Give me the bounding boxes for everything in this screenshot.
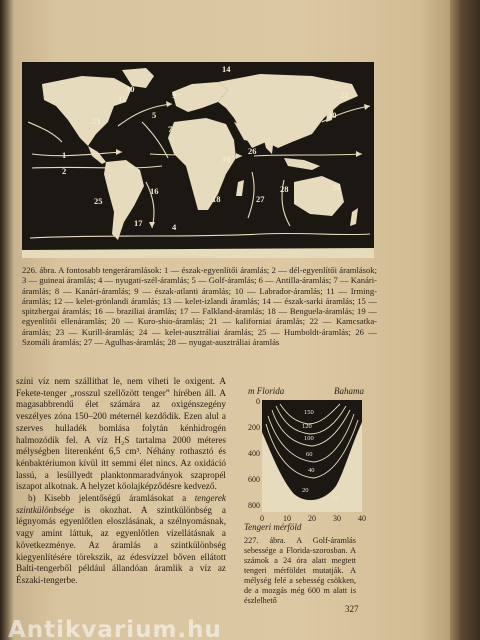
ocean-currents-map — [22, 62, 374, 258]
paragraph-2-end: is okozhat. A szintkülönbség a légnyomás egyenlőtlen eloszlásának, a szélnyomásnak, vagy amint láttuk, az egyenlőtlen vízellátásnak a következménye. Az áramlás a szintkülönbség kiegyenlítésére törekszik, az édesvízzel bőven ellátott Balti-tengerből például állandóan áramlik a víz az Északi-tengerbe. — [16, 504, 226, 585]
x-tick-label: 10 — [283, 514, 291, 523]
map-caption: 226. ábra. A fontosabb tengeráramlások: 1 — észak-egyenlítői áramlás; 2 — dél-egyenlítői áramlások; 3 — guineai áramlás; 4 — nyugati-szél-áramlás; 5 — Golf-áramlás; 6 — Antilla-áramlás; 7 — Kanári-áramlás; 8 — Kanári-áramlás; 9 — észak-atlanti áramlás; 10 — Labrador-áramlás; 11 — Irming-áramlás; 12 — kelet-grönlandi áramlás; 13 — kelet-izlandi áramlás; 14 — észak-sarki áramlás; 15 — spitzbergai áramlás; 16 — braziliai áramlás; 17 — Falkland-áramlás; 18 — Benguela-áramlás; 19 — egyenlítői ellenáramlás; 20 — Kuro-shio-áramlás; 21 — kaliforniai áramlás; 22 — Kamcsatka-áramlás; 23 — Kurill-áramlás; 24 — kelet-ausztráliai áramlás; 25 — Humboldt-áramlás; 26 — Szomáli áramlás; 27 — Agulhas-áramlás; 28 — nyugat-ausztráliai áramlás — [22, 265, 377, 348]
y-tick-label: 800 — [248, 501, 260, 510]
y-tick-label: 600 — [248, 475, 260, 484]
contour-value-label: 10 — [332, 495, 339, 502]
map-current-number: 5 — [152, 110, 157, 120]
map-current-number: 20 — [328, 110, 337, 120]
florida-label: m Florida — [248, 386, 285, 396]
contour-value-label: 60 — [306, 451, 313, 458]
map-current-number: 17 — [134, 218, 143, 228]
map-current-number: 25 — [94, 196, 103, 206]
map-current-number: 28 — [280, 184, 289, 194]
map-current-number: 11 — [118, 94, 127, 104]
paragraph-2 — [16, 493, 226, 587]
map-current-number: 9 — [172, 90, 177, 100]
map-current-number: 18 — [212, 194, 221, 204]
map-current-number: 19 — [222, 154, 231, 164]
map-current-number: 21 — [92, 116, 101, 126]
paragraph-1: színi víz nem szállíthat le, nem viheti le oxigent. A Fekete-tenger „rosszul szellőzött tenger” hírében áll. A magasabbrendű élet számára az oxigénszegény veszélyes zóna 150–200 méternél kezdődik. Ezen alul a szerves hulladék bomlása folytán kénhidrogén halmozódik fel. A víz H₂S tartalma 2000 méteres mélységben literenként 6,5 cm³. Néhány rothasztó és kénbaktériumon kívül itt semmi élet nincs. Az oxidáció lassú, a lesüllyedt planktonmaradványok szapropél iszapot alkotnak. A helyzet kőolajképződésre kedvező. — [16, 376, 226, 492]
x-axis-label: Tengeri mérföld — [244, 522, 302, 532]
paragraph-2-italic: tengerek szintkülönbsége — [16, 493, 226, 515]
gulf-stream-figure — [232, 382, 382, 532]
watermark-text: Antikvarium.hu — [8, 617, 222, 640]
map-current-number: 27 — [256, 194, 265, 204]
map-current-number: 10 — [126, 84, 135, 94]
contour-value-label: 100 — [304, 435, 314, 442]
body-text — [16, 376, 226, 587]
contour-value-label: 120 — [302, 423, 312, 430]
paragraph-2-start: b) Kisebb jelentőségű áramlásokat a — [28, 493, 195, 504]
x-tick-label: 40 — [358, 514, 366, 523]
x-tick-label: 30 — [333, 514, 341, 523]
map-current-number: 24 — [332, 182, 341, 192]
contour-value-label: 40 — [308, 467, 315, 474]
x-tick-label: 20 — [308, 514, 316, 523]
y-tick-label: 0 — [256, 397, 260, 406]
map-current-number: 16 — [150, 186, 159, 196]
y-tick-label: 400 — [248, 449, 260, 458]
map-current-number: 7 — [168, 124, 173, 134]
page-number: 327 — [345, 604, 359, 614]
map-current-number: 4 — [172, 222, 177, 232]
book-spine — [450, 0, 480, 640]
map-current-number: 22 — [340, 90, 349, 100]
map-current-number: 2 — [62, 166, 67, 176]
map-current-number: 14 — [222, 64, 231, 74]
x-tick-label: 0 — [260, 514, 264, 523]
contour-value-label: 150 — [304, 409, 314, 416]
contour-value-label: 20 — [302, 487, 309, 494]
gulf-figure-caption: 227. ábra. A Golf-áramlás sebessége a Florida-szorosban. A számok a 24 óra alatt megtett tengeri mérföldet mutatják. A mélység felé a sebesség csökken, de a mozgás még 600 m alatt is észlelhető — [244, 536, 356, 605]
y-tick-label: 200 — [248, 423, 260, 432]
map-current-number: 1 — [62, 150, 67, 160]
bahama-label: Bahama — [334, 386, 364, 396]
map-current-number: 26 — [248, 146, 257, 156]
y-axis-ticks — [248, 397, 260, 510]
